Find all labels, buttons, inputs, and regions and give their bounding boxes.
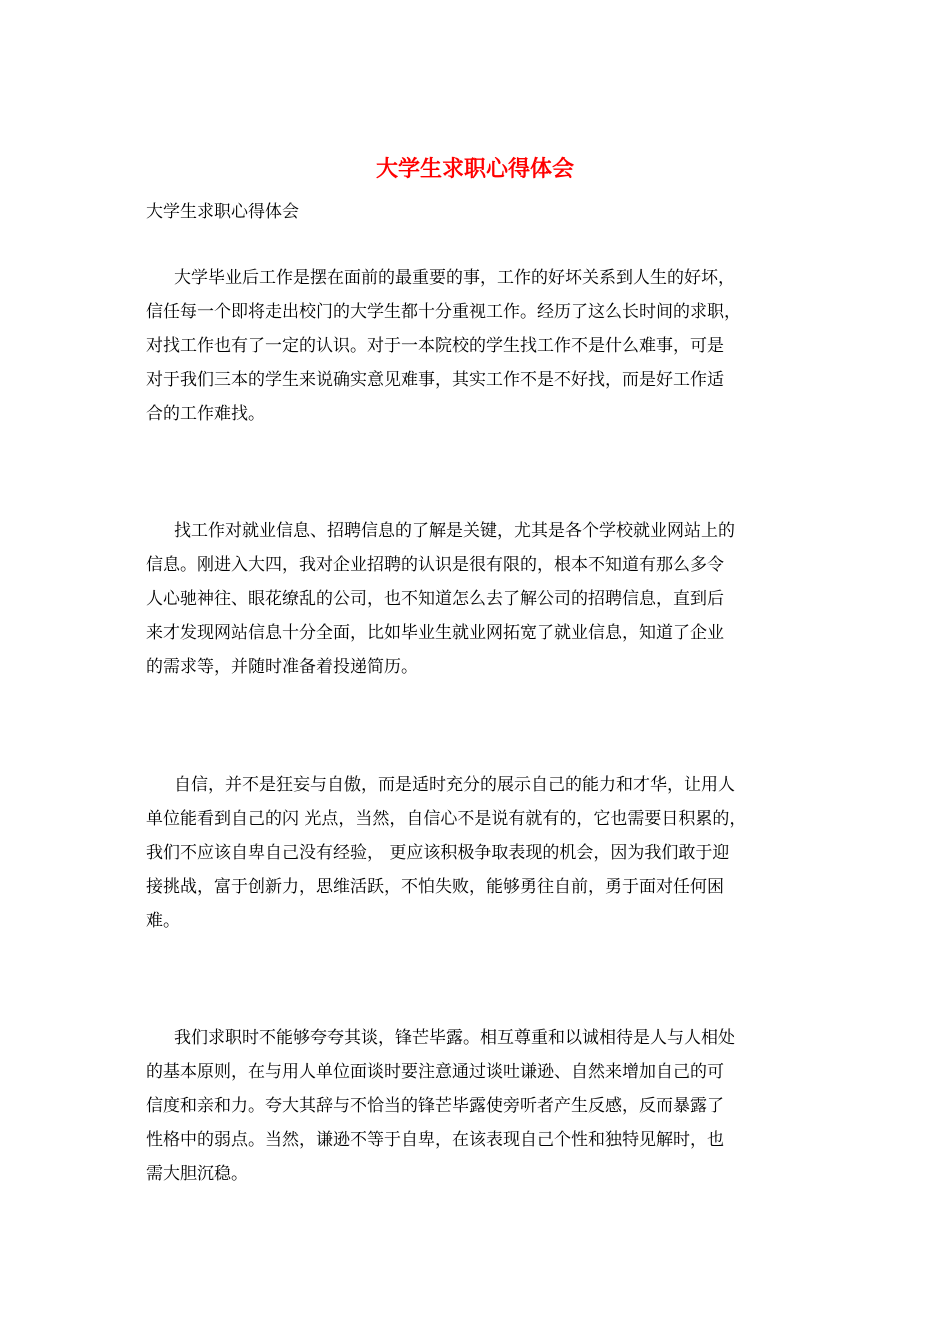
paragraph-line: 人心驰神往、眼花缭乱的公司，也不知道怎么去了解公司的招聘信息，直到后 [146,589,724,609]
paragraph-line: 的需求等，并随时准备着投递简历。 [146,657,418,677]
document-title: 大学生求职心得体会 [375,156,574,182]
paragraph-line: 性格中的弱点。当然，谦逊不等于自卑，在该表现自己个性和独特见解时，也 [146,1130,724,1150]
paragraph-line: 信息。刚进入大四，我对企业招聘的认识是很有限的，根本不知道有那么多令 [146,555,724,575]
paragraph-4 [146,1021,735,1191]
paragraph-line: 信度和亲和力。夸大其辞与不恰当的锋芒毕露使旁听者产生反感，反而暴露了 [146,1096,724,1116]
paragraph-line: 合的工作难找。 [146,404,265,424]
paragraph-line: 我们不应该自卑自己没有经验， 更应该积极争取表现的机会，因为我们敢于迎 [146,843,730,863]
paragraph-line: 自信，并不是狂妄与自傲，而是适时充分的展示自己的能力和才华，让用人 [174,775,735,795]
paragraph-line: 对于我们三本的学生来说确实意见难事，其实工作不是不好找，而是好工作适 [146,370,724,390]
paragraph-line: 我们求职时不能够夸夸其谈，锋芒毕露。相互尊重和以诚相待是人与人相处 [174,1028,735,1048]
paragraph-2 [146,514,735,684]
paragraph-line: 大学毕业后工作是摆在面前的最重要的事，工作的好坏关系到人生的好坏， [174,268,735,288]
paragraph-line: 接挑战，富于创新力，思维活跃，不怕失败，能够勇往自前，勇于面对任何困 [146,877,724,897]
paragraph-line: 的基本原则，在与用人单位面谈时要注意通过谈吐谦逊、自然来增加自己的可 [146,1062,724,1082]
paragraph-line: 来才发现网站信息十分全面，比如毕业生就业网拓宽了就业信息，知道了企业 [146,623,724,643]
paragraph-3 [146,768,746,938]
paragraph-line: 需大胆沉稳。 [146,1164,248,1184]
paragraph-line: 找工作对就业信息、招聘信息的了解是关键，尤其是各个学校就业网站上的 [174,521,735,541]
paragraph-line: 信任每一个即将走出校门的大学生都十分重视工作。经历了这么长时间的求职， [146,302,741,322]
paragraph-line: 单位能看到自己的闪 光点，当然，自信心不是说有就有的，它也需要日积累的， [146,809,747,829]
paragraph-line: 对找工作也有了一定的认识。对于一本院校的学生找工作不是什么难事，可是 [146,336,724,356]
paragraph-1 [146,261,741,431]
paragraph-line: 难。 [146,911,180,931]
document-subtitle: 大学生求职心得体会 [146,202,299,222]
